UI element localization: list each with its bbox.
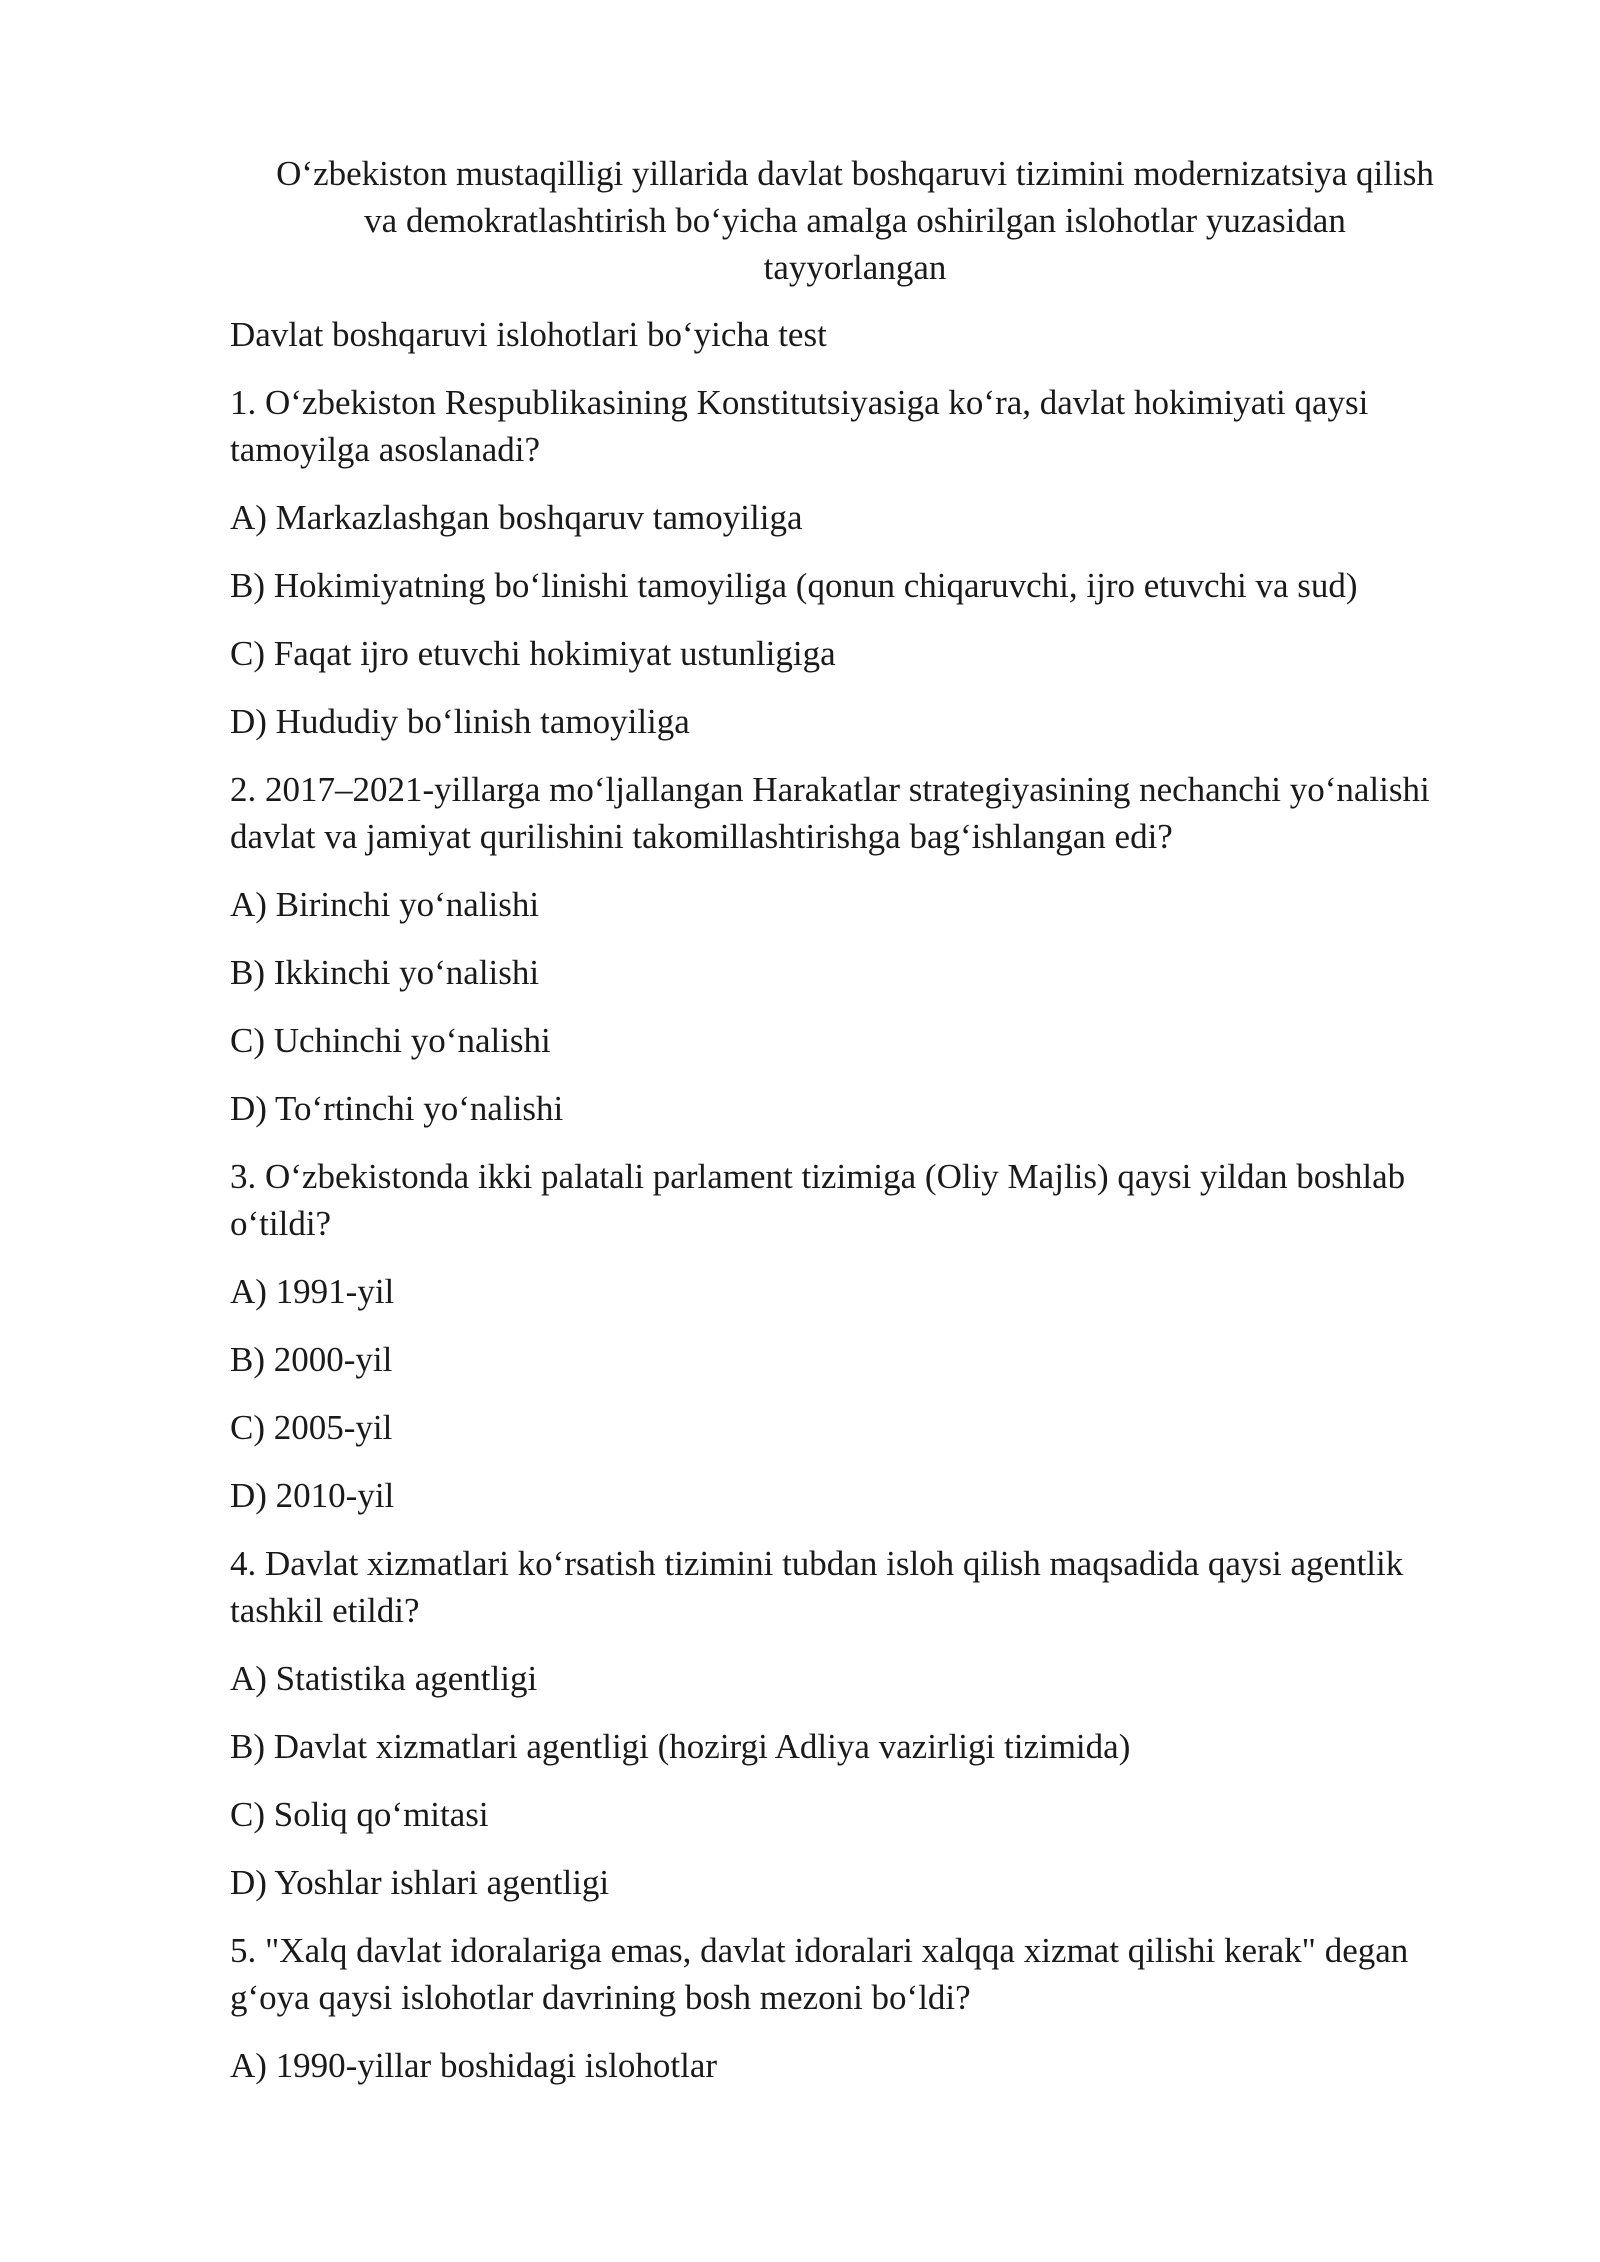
question-3-option-a: A) 1991-yil: [230, 1272, 395, 1311]
document-heading: O‘zbekiston mustaqilligi yillarida davlat boshqaruvi tizimini modernizatsiya qilish va demokratlashtirish bo‘yicha amalga oshirilgan islohotlar yuzasidan tayyorlangan: [276, 154, 1434, 287]
question-2-option-b: B) Ikkinchi yo‘nalishi: [230, 953, 540, 992]
question-5: 5. "Xalq davlat idoralariga emas, davlat idoralari xalqqa xizmat qilishi kerak" degan g‘oya qaysi islohotlar davrining bosh mezoni bo‘ldi?: [230, 1931, 1409, 2017]
question-3-option-b: B) 2000-yil: [230, 1340, 393, 1379]
question-1-option-b: B) Hokimiyatning bo‘linishi tamoyiliga (qonun chiqaruvchi, ijro etuvchi va sud): [230, 566, 1358, 605]
document-page: [230, 150, 1480, 2110]
question-4-option-d: D) Yoshlar ishlari agentligi: [230, 1863, 610, 1902]
question-4-option-b: B) Davlat xizmatlari agentligi (hozirgi Adliya vazirligi tizimida): [230, 1727, 1131, 1766]
question-2-option-a: A) Birinchi yo‘nalishi: [230, 885, 540, 924]
question-1-option-c: C) Faqat ijro etuvchi hokimiyat ustunligiga: [230, 634, 836, 673]
question-1: 1. O‘zbekiston Respublikasining Konstitutsiyasiga ko‘ra, davlat hokimiyati qaysi tamoyilga asoslanadi?: [230, 383, 1369, 469]
question-4-option-c: C) Soliq qo‘mitasi: [230, 1795, 489, 1834]
question-2: 2. 2017–2021-yillarga mo‘ljallangan Harakatlar strategiyasining nechanchi yo‘nalishi davlat va jamiyat qurilishini takomillashtirishga bag‘ishlangan edi?: [230, 770, 1430, 856]
question-4: 4. Davlat xizmatlari ko‘rsatish tizimini tubdan isloh qilish maqsadida qaysi agentlik tashkil etildi?: [230, 1544, 1404, 1630]
question-3-option-d: D) 2010-yil: [230, 1476, 395, 1515]
question-3-option-c: C) 2005-yil: [230, 1408, 393, 1447]
test-title: Davlat boshqaruvi islohotlari bo‘yicha test: [230, 315, 827, 354]
question-1-option-a: A) Markazlashgan boshqaruv tamoyiliga: [230, 498, 803, 537]
question-2-option-d: D) To‘rtinchi yo‘nalishi: [230, 1089, 564, 1128]
question-5-option-a: A) 1990-yillar boshidagi islohotlar: [230, 2046, 718, 2085]
question-2-option-c: C) Uchinchi yo‘nalishi: [230, 1021, 551, 1060]
question-3: 3. O‘zbekistonda ikki palatali parlament tizimiga (Oliy Majlis) qaysi yildan boshlab o‘tildi?: [230, 1157, 1406, 1243]
question-1-option-d: D) Hududiy bo‘linish tamoyiliga: [230, 702, 690, 741]
question-4-option-a: A) Statistika agentligi: [230, 1659, 538, 1698]
